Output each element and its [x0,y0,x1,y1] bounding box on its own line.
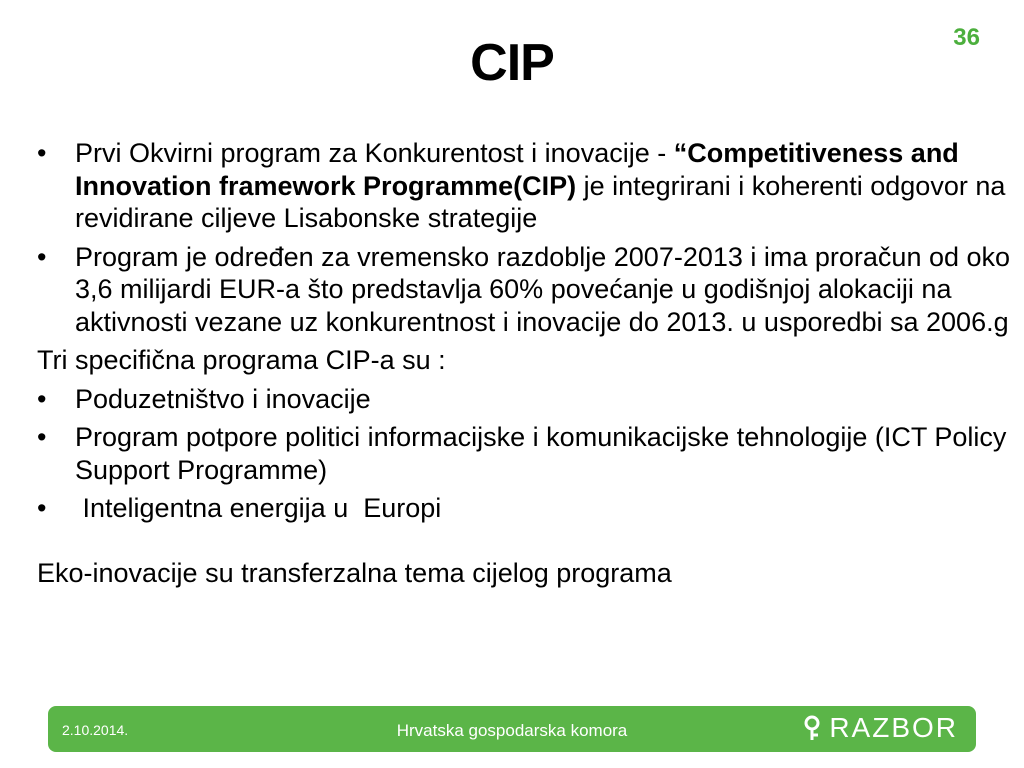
razbor-logo [803,712,958,744]
razbor-logo-text: RAZBOR [829,712,958,743]
bullet-item [37,492,1012,525]
programs-intro: Tri specifična programa CIP-a su : [37,345,446,375]
bullet-text: Inteligentna energija u Europi [75,493,442,523]
footer-date: 2.10.2014. [62,722,129,738]
bullet-item [37,421,1012,486]
footer-organization: Hrvatska gospodarska komora [396,721,628,740]
bullet-bold-text: “Competitiveness and Innovation framework Programme(CIP) [75,138,959,201]
bullet-item [37,241,1012,339]
bullet-dot: • [37,241,47,272]
bullet-item [37,137,1012,235]
razbor-logo-icon [803,715,821,741]
bullet-text: je integrirani i koherenti odgovor na revidirane ciljeve Lisabonske strategije [75,170,1006,233]
slide-body [37,137,1012,595]
bullet-dot: • [37,422,47,452]
bullet-dot: • [37,493,47,523]
footer-bar [48,706,976,752]
slide-title: CIP [470,34,554,92]
spacer [37,531,1012,557]
bullet-dot: • [37,383,47,414]
bullet-text: Program potpore politici informacijske i komunikacijske tehnologije (ICT Policy Support Programme) [75,422,1007,485]
bullet-text: Program je određen za vremensko razdoblje 2007-2013 i ima proračun od oko 3,6 milijardi EUR-a što predstavlja 60% povećanje u godišnjoj alokaciji na aktivnosti vezane uz konkurentnost i inovacije do 2013. u usporedbi sa 2006.g [75,241,1011,337]
slide-number: 36 [953,24,980,51]
bullet-text: Poduzetništvo i inovacije [75,383,371,414]
bullet-dot: • [37,138,47,168]
bullet-item [37,383,1012,416]
closing-statement: Eko-inovacije su transferzalna tema cijelog programa [37,557,672,588]
bullet-text: Prvi Okvirni program za Konkurentost i inovacije - [75,138,674,168]
